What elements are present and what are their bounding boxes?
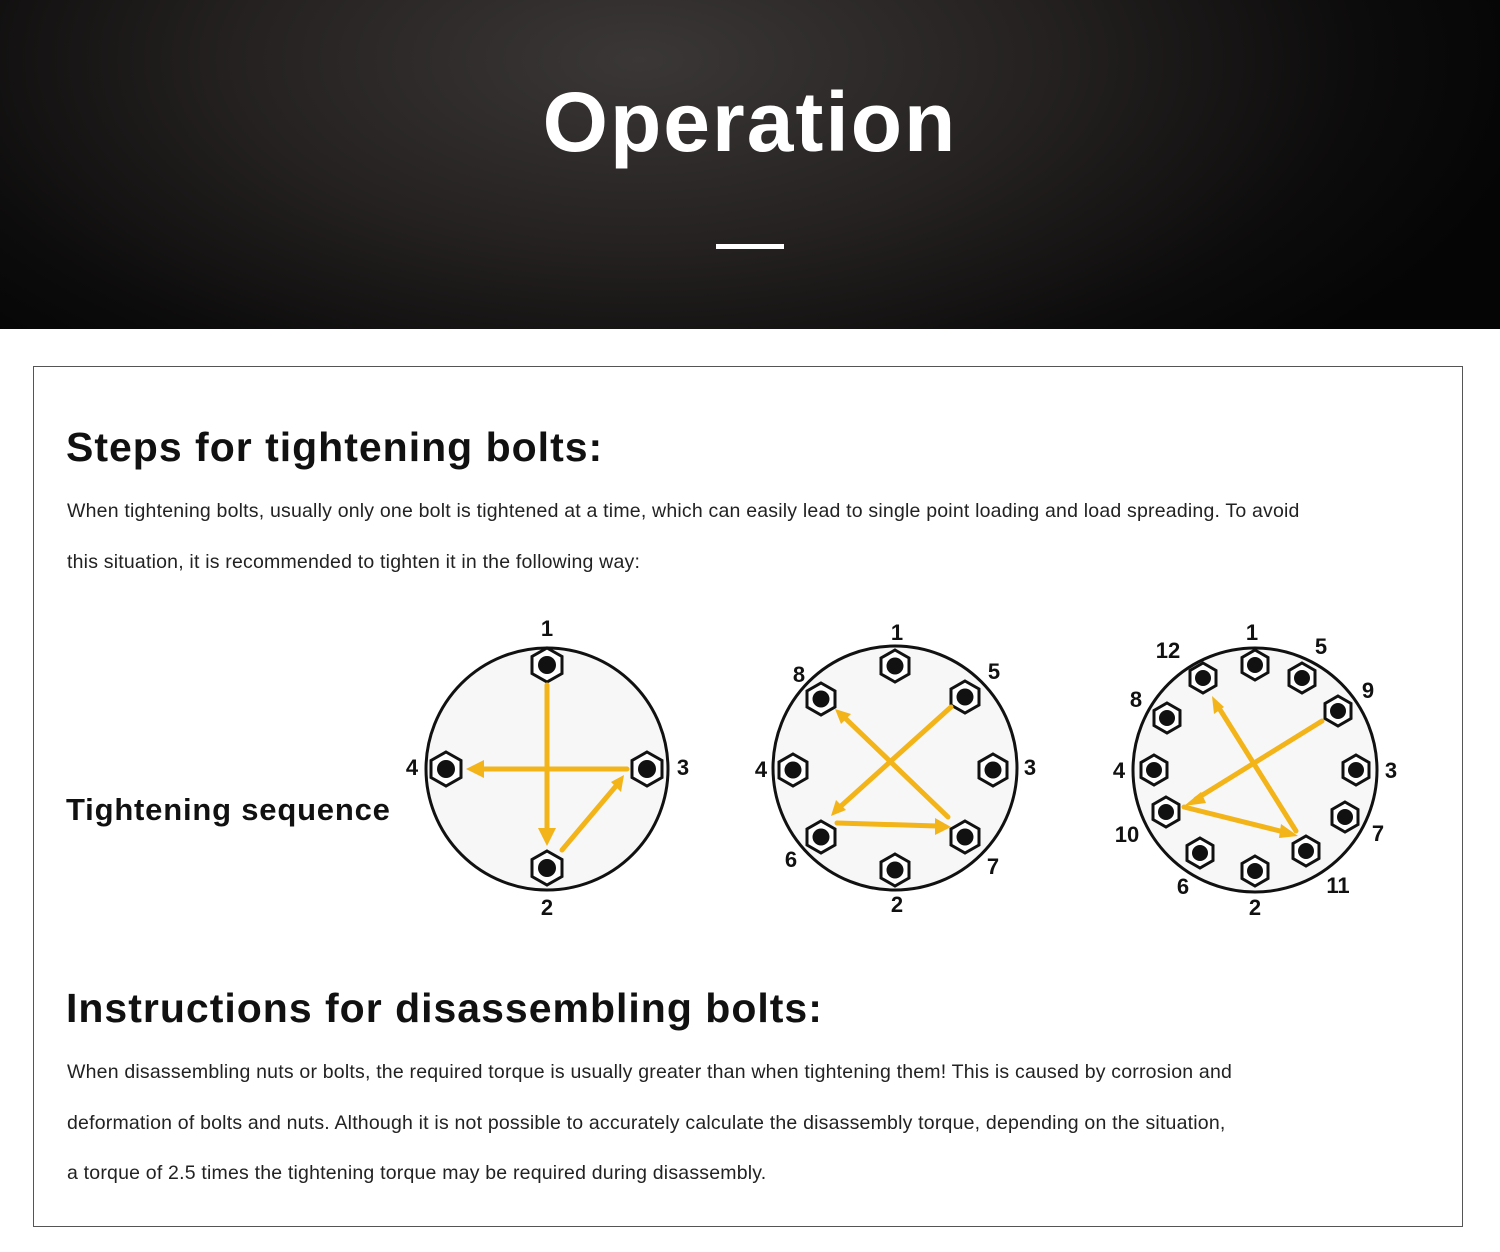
disassembly-paragraph-line-2: deformation of bolts and nuts. Although it is not possible to accurately calculate the disassembly torque, depending on the situation,: [67, 1112, 1226, 1134]
bolt-number: 2: [540, 895, 554, 920]
header-banner: [0, 0, 1500, 329]
bolt-number: 3: [676, 755, 690, 780]
tightening-paragraph-line-2: this situation, it is recommended to tighten it in the following way:: [67, 551, 641, 573]
title-underline: [716, 244, 784, 249]
bolt-icon: [979, 754, 1007, 786]
bolt-number: 6: [1176, 874, 1190, 899]
bolt-icon: [807, 821, 835, 853]
bolt-number: 5: [1314, 634, 1328, 659]
bolt-icon: [1332, 802, 1358, 832]
bolt-number: 4: [1112, 758, 1126, 783]
bolt-number: 2: [890, 892, 904, 917]
bolt-icon: [1242, 650, 1268, 680]
bolt-number: 3: [1023, 755, 1037, 780]
four-bolt-diagram: [400, 610, 700, 930]
bolt-number: 9: [1361, 678, 1375, 703]
bolt-number: 10: [1114, 822, 1140, 847]
bolt-number: 7: [986, 854, 1000, 879]
bolt-icon: [1190, 663, 1216, 693]
bolt-icon: [532, 648, 562, 682]
bolt-icon: [881, 650, 909, 682]
page-title: Operation: [542, 75, 958, 169]
bolt-icon: [1153, 797, 1179, 827]
eight-bolt-diagram: [745, 610, 1050, 930]
bolt-number: 1: [890, 620, 904, 645]
bolt-number: 3: [1384, 758, 1398, 783]
bolt-number: 1: [1245, 620, 1259, 645]
bolt-number: 8: [1129, 687, 1143, 712]
bolt-number: 1: [540, 616, 554, 641]
bolt-icon: [807, 683, 835, 715]
bolt-number: 4: [754, 757, 768, 782]
bolt-number: 11: [1326, 873, 1350, 898]
bolt-icon: [1154, 703, 1180, 733]
tightening-paragraph-line-1: When tightening bolts, usually only one bolt is tightened at a time, which can easily lead to single point loading and load spreading. To avoid: [67, 500, 1300, 522]
disassembly-paragraph-line-1: When disassembling nuts or bolts, the required torque is usually greater than when tightening them! This is caused by corrosion and: [67, 1061, 1233, 1083]
bolt-icon: [1293, 836, 1319, 866]
bolt-icon: [632, 752, 662, 786]
bolt-number: 12: [1155, 638, 1181, 663]
bolt-icon: [1325, 696, 1351, 726]
bolt-icon: [779, 754, 807, 786]
bolt-icon: [1242, 856, 1268, 886]
bolt-number: 8: [792, 662, 806, 687]
bolt-icon: [1289, 663, 1315, 693]
bolt-icon: [951, 681, 979, 713]
bolt-icon: [881, 854, 909, 886]
disassembly-heading: Instructions for disassembling bolts:: [66, 985, 823, 1031]
bolt-icon: [1343, 755, 1369, 785]
disassembly-paragraph-line-3: a torque of 2.5 times the tightening torque may be required during disassembly.: [67, 1162, 767, 1184]
bolt-number: 5: [987, 659, 1001, 684]
bolt-icon: [1141, 755, 1167, 785]
twelve-bolt-diagram: [1100, 610, 1410, 930]
bolt-number: 6: [784, 847, 798, 872]
bolt-number: 4: [405, 755, 419, 780]
tightening-sequence-label: Tightening sequence: [66, 792, 391, 827]
bolt-number: 2: [1248, 895, 1262, 920]
tightening-heading: Steps for tightening bolts:: [66, 424, 604, 470]
bolt-number: 7: [1371, 821, 1385, 846]
bolt-icon: [532, 851, 562, 885]
bolt-icon: [431, 752, 461, 786]
bolt-icon: [951, 821, 979, 853]
bolt-icon: [1187, 838, 1213, 868]
